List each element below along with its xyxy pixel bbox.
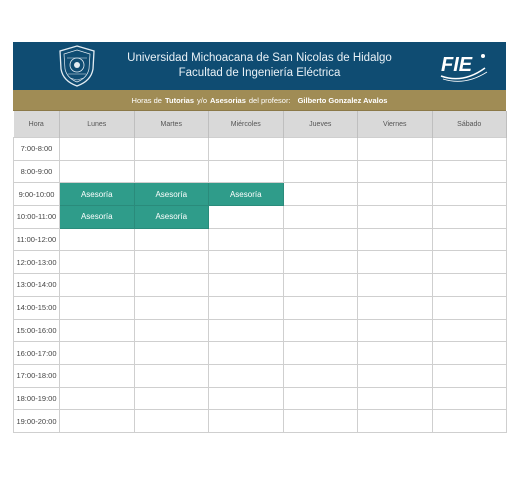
schedule-cell — [432, 138, 507, 161]
table-row — [14, 342, 507, 365]
schedule-cell — [432, 274, 507, 297]
table-row — [14, 228, 507, 251]
asesoria-cell: Asesoría — [60, 183, 135, 206]
schedule-cell — [358, 138, 433, 161]
professor-bar — [13, 90, 506, 111]
professor-name: Gilberto Gonzalez Avalos — [297, 95, 388, 105]
hour-cell: 16:00-17:00 — [14, 342, 60, 365]
schedule-sheet — [13, 42, 506, 433]
hour-cell: 11:00-12:00 — [14, 228, 60, 251]
schedule-cell — [209, 296, 284, 319]
schedule-cell — [60, 319, 135, 342]
schedule-cell — [134, 342, 209, 365]
schedule-cell — [209, 364, 284, 387]
hour-cell: 15:00-16:00 — [14, 319, 60, 342]
table-row — [14, 387, 507, 410]
schedule-cell — [358, 160, 433, 183]
hour-cell: 12:00-13:00 — [14, 251, 60, 274]
schedule-cell — [209, 138, 284, 161]
schedule-cell — [209, 410, 284, 433]
table-row — [14, 138, 507, 161]
hour-cell: 13:00-14:00 — [14, 274, 60, 297]
schedule-cell — [60, 342, 135, 365]
schedule-cell — [209, 228, 284, 251]
header-banner — [13, 42, 506, 90]
hour-cell: 10:00-11:00 — [14, 206, 60, 229]
column-header: Miércoles — [209, 111, 284, 138]
title-block — [13, 51, 506, 81]
schedule-cell — [432, 319, 507, 342]
asesoria-cell: Asesoría — [134, 183, 209, 206]
schedule-cell — [283, 296, 358, 319]
hour-cell: 18:00-19:00 — [14, 387, 60, 410]
schedule-cell — [134, 387, 209, 410]
schedule-cell — [358, 251, 433, 274]
schedule-cell — [358, 387, 433, 410]
schedule-cell — [134, 138, 209, 161]
schedule-cell — [358, 319, 433, 342]
schedule-cell — [432, 410, 507, 433]
table-row — [14, 410, 507, 433]
hour-cell: 17:00-18:00 — [14, 364, 60, 387]
table-row — [14, 364, 507, 387]
schedule-cell — [60, 274, 135, 297]
subtitle-prefix: Horas de — [131, 95, 162, 105]
schedule-cell — [209, 319, 284, 342]
schedule-table — [13, 111, 507, 433]
schedule-cell — [60, 160, 135, 183]
schedule-cell — [283, 387, 358, 410]
schedule-cell — [209, 387, 284, 410]
schedule-cell — [283, 183, 358, 206]
table-row — [14, 206, 507, 229]
schedule-cell — [134, 296, 209, 319]
schedule-cell — [134, 251, 209, 274]
schedule-cell — [283, 160, 358, 183]
schedule-cell — [432, 183, 507, 206]
fie-logo-text: FIE — [441, 54, 473, 76]
schedule-cell — [358, 296, 433, 319]
schedule-cell — [283, 364, 358, 387]
column-header: Viernes — [358, 111, 433, 138]
schedule-cell — [60, 364, 135, 387]
schedule-cell — [432, 342, 507, 365]
schedule-cell — [209, 206, 284, 229]
hour-cell: 8:00-9:00 — [14, 160, 60, 183]
column-header: Hora — [14, 111, 60, 138]
schedule-cell — [358, 364, 433, 387]
table-row — [14, 251, 507, 274]
column-header: Sábado — [432, 111, 507, 138]
schedule-cell — [432, 228, 507, 251]
schedule-cell — [209, 274, 284, 297]
schedule-cell — [283, 228, 358, 251]
schedule-cell — [134, 274, 209, 297]
schedule-cell — [358, 342, 433, 365]
schedule-cell — [432, 160, 507, 183]
table-row — [14, 319, 507, 342]
schedule-cell — [358, 228, 433, 251]
schedule-cell — [209, 160, 284, 183]
schedule-cell — [134, 364, 209, 387]
university-name: Universidad Michoacana de San Nicolas de Hidalgo — [127, 52, 392, 64]
schedule-cell — [283, 274, 358, 297]
schedule-cell — [60, 410, 135, 433]
header-row — [14, 111, 507, 138]
schedule-cell — [134, 228, 209, 251]
schedule-cell — [283, 410, 358, 433]
hour-cell: 9:00-10:00 — [14, 183, 60, 206]
column-header: Martes — [134, 111, 209, 138]
schedule-cell — [60, 387, 135, 410]
schedule-cell — [283, 251, 358, 274]
subtitle-tutorias: Tutorias — [164, 95, 194, 105]
subtitle-suffix: del profesor: — [248, 95, 291, 105]
schedule-cell — [432, 387, 507, 410]
fie-logo-icon — [437, 50, 489, 82]
schedule-cell — [134, 160, 209, 183]
schedule-cell — [209, 342, 284, 365]
schedule-cell — [358, 206, 433, 229]
asesoria-cell: Asesoría — [134, 206, 209, 229]
schedule-cell — [358, 183, 433, 206]
table-row — [14, 274, 507, 297]
faculty-name: Facultad de Ingeniería Eléctrica — [178, 67, 341, 79]
schedule-cell — [209, 251, 284, 274]
schedule-cell — [358, 274, 433, 297]
subtitle-asesorias: Asesorias — [210, 95, 246, 105]
schedule-cell — [283, 138, 358, 161]
subtitle-connector: y/o — [197, 95, 208, 105]
hour-cell: 14:00-15:00 — [14, 296, 60, 319]
schedule-cell — [134, 410, 209, 433]
schedule-cell — [358, 410, 433, 433]
schedule-cell — [60, 138, 135, 161]
schedule-cell — [134, 319, 209, 342]
schedule-cell — [283, 319, 358, 342]
column-header: Lunes — [60, 111, 135, 138]
schedule-cell — [60, 296, 135, 319]
hour-cell: 19:00-20:00 — [14, 410, 60, 433]
column-header: Jueves — [283, 111, 358, 138]
asesoria-cell: Asesoría — [209, 183, 284, 206]
table-row — [14, 183, 507, 206]
schedule-cell — [60, 251, 135, 274]
schedule-cell — [432, 296, 507, 319]
schedule-cell — [432, 206, 507, 229]
schedule-cell — [432, 251, 507, 274]
asesoria-cell: Asesoría — [60, 206, 135, 229]
schedule-cell — [283, 342, 358, 365]
schedule-cell — [432, 364, 507, 387]
schedule-cell — [283, 206, 358, 229]
table-row — [14, 296, 507, 319]
table-row — [14, 160, 507, 183]
schedule-cell — [60, 228, 135, 251]
hour-cell: 7:00-8:00 — [14, 138, 60, 161]
